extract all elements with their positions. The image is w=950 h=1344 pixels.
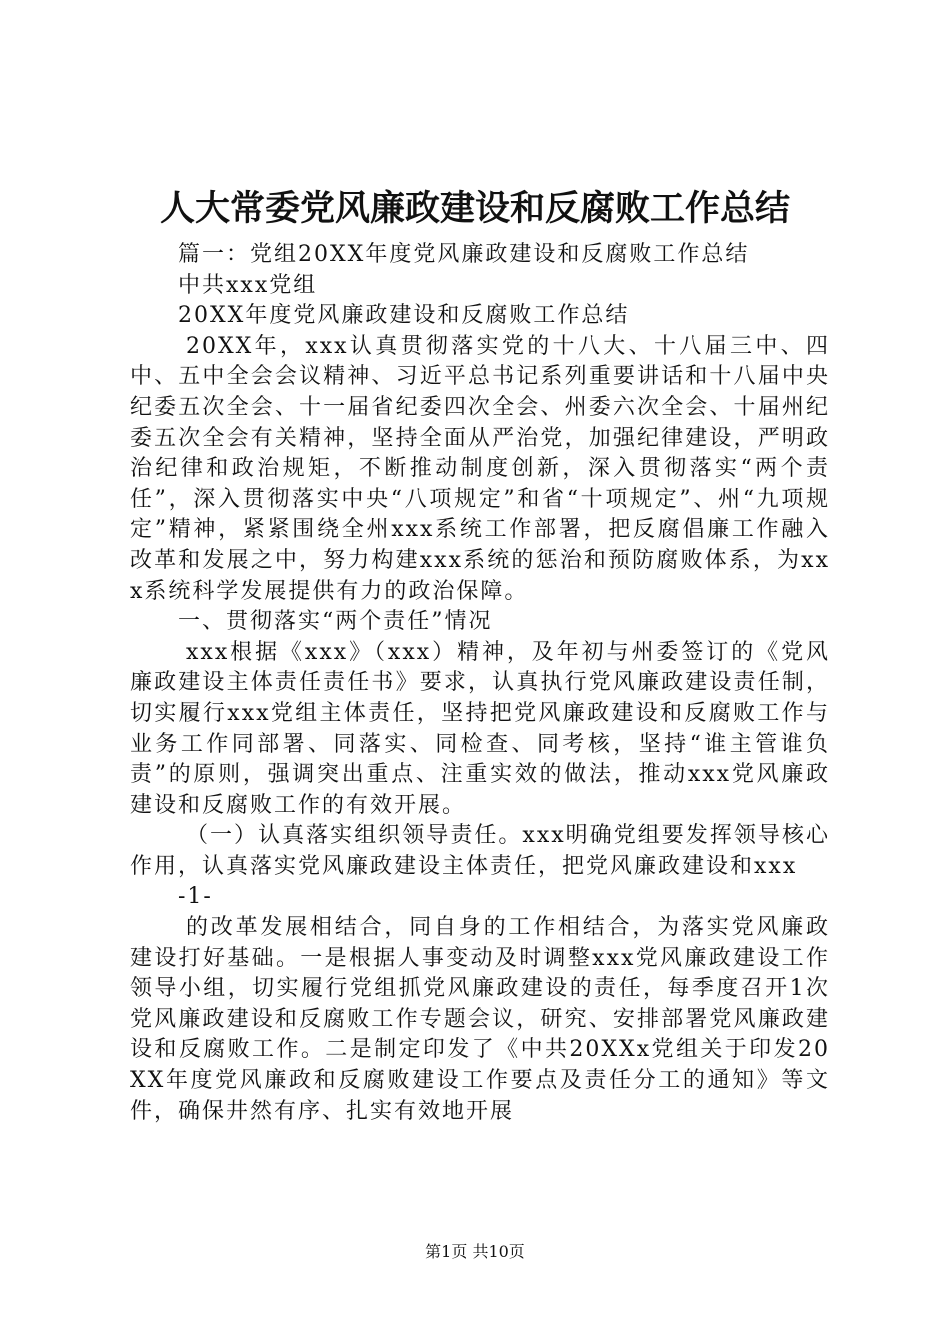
body-paragraph: xxx根据《xxx》（xxx）精神，及年初与州委签订的《党风廉政建设主体责任责任书》要求，认真执行党风廉政建设责任制，切实履行xxx党组主体责任，坚持把党风廉政建设和反腐败工作与业务工作同部署、同落实、同检查、同考核，坚持“谁主管谁负责”的原则，强调突出重点、注重实效的做法，推动xxx党风廉政建设和反腐败工作的有效开展。 [130,639,830,818]
org-line: 中共xxx党组 [178,272,318,298]
inline-page-marker: -1- [178,884,213,910]
section-heading: 篇一：党组20XX年度党风廉政建设和反腐败工作总结 [178,242,750,267]
subheading: 一、贯彻落实“两个责任”情况 [178,609,493,635]
page-footer: 第1页 共10页 [425,1242,525,1261]
body-paragraph: 20XX年，xxx认真贯彻落实党的十八大、十八届三中、四中、五中全会会议精神、习近平总书记系列重要讲话和十八届中央纪委五次全会、十一届省纪委四次全会、州委六次全会、十届州纪委五次全会有关精神，坚持全面从严治党，加强纪律建设，严明政治纪律和政治规矩，不断推动制度创新，深入贯彻落实“两个责任”，深入贯彻落实中央“八项规定”和省“十项规定”、州“九项规定”精神，紧紧围绕全州xxx系统工作部署，把反腐倡廉工作融入改革和发展之中，努力构建xxx系统的惩治和预防腐败体系，为xxx系统科学发展提供有力的政治保障。 [130,333,830,604]
document-body [130,240,830,1127]
subtitle-line: 20XX年度党风廉政建设和反腐败工作总结 [178,303,630,329]
body-paragraph: 的改革发展相结合，同自身的工作相结合，为落实党风廉政建设打好基础。一是根据人事变动及时调整xxx党风廉政建设工作领导小组，切实履行党组抓党风廉政建设的责任，每季度召开1次党风廉政建设和反腐败工作专题会议，研究、安排部署党风廉政建设和反腐败工作。二是制定印发了《中共20XXx党组关于印发20XX年度党风廉政和反腐败建设工作要点及责任分工的通知》等文件，确保井然有序、扎实有效地开展 [130,915,830,1124]
document-title: 人大常委党风廉政建设和反腐败工作总结 [159,188,790,229]
body-paragraph: （一）认真落实组织领导责任。xxx明确党组要发挥领导核心作用，认真落实党风廉政建设主体责任，把党风廉政建设和xxx [130,823,830,879]
